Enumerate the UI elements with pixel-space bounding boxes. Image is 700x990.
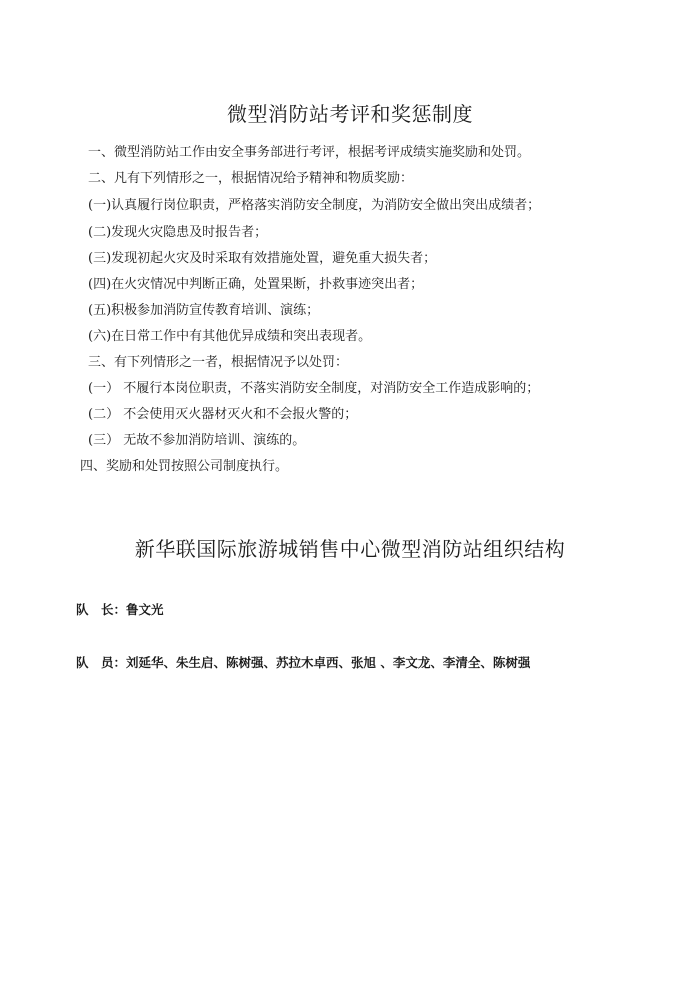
rule-item: (四)在火灾情况中判断正确，处置果断，扑救事迹突出者； (88, 277, 424, 292)
rule-item: (一)认真履行岗位职责，严格落实消防安全制度，为消防安全做出突出成绩者； (88, 198, 541, 213)
team-leader-name: 鲁文光 (126, 602, 164, 617)
rule-item: (三)发现初起火灾及时采取有效措施处置，避免重大损失者； (88, 251, 437, 266)
document-title: 微型消防站考评和奖惩制度 (227, 102, 473, 126)
rule-item: (五)积极参加消防宣传教育培训、演练； (88, 303, 320, 318)
team-leader-line (76, 600, 164, 618)
rule-item: (二)发现火灾隐患及时报告者； (88, 225, 268, 240)
team-leader-label: 队 长： (76, 602, 127, 617)
rule-item: (二） 不会使用灭火器材灭火和不会报火警的； (88, 407, 358, 422)
rule-item: (三） 无故不参加消防培训、演练的。 (88, 433, 306, 448)
rule-item: (一） 不履行本岗位职责，不落实消防安全制度，对消防安全工作造成影响的； (88, 381, 540, 396)
team-members-names: 刘延华、朱生启、陈树强、苏拉木卓西、张旭 、李文龙、李清全、陈树强 (126, 655, 531, 670)
rule-item: 三、有下列情形之一者，根据情况予以处罚： (88, 355, 349, 370)
rule-item: (六)在日常工作中有其他优异成绩和突出表现者。 (88, 329, 372, 344)
rule-item: 一、微型消防站工作由安全事务部进行考评，根据考评成绩实施奖励和处罚。 (88, 145, 531, 160)
rule-item: 二、凡有下列情形之一，根据情况给予精神和物质奖励： (88, 171, 414, 186)
team-members-label: 队 员： (76, 655, 127, 670)
rule-item: 四、奖励和处罚按照公司制度执行。 (80, 459, 289, 474)
org-structure-title: 新华联国际旅游城销售中心微型消防站组织结构 (134, 537, 566, 561)
team-members-line (76, 653, 530, 671)
